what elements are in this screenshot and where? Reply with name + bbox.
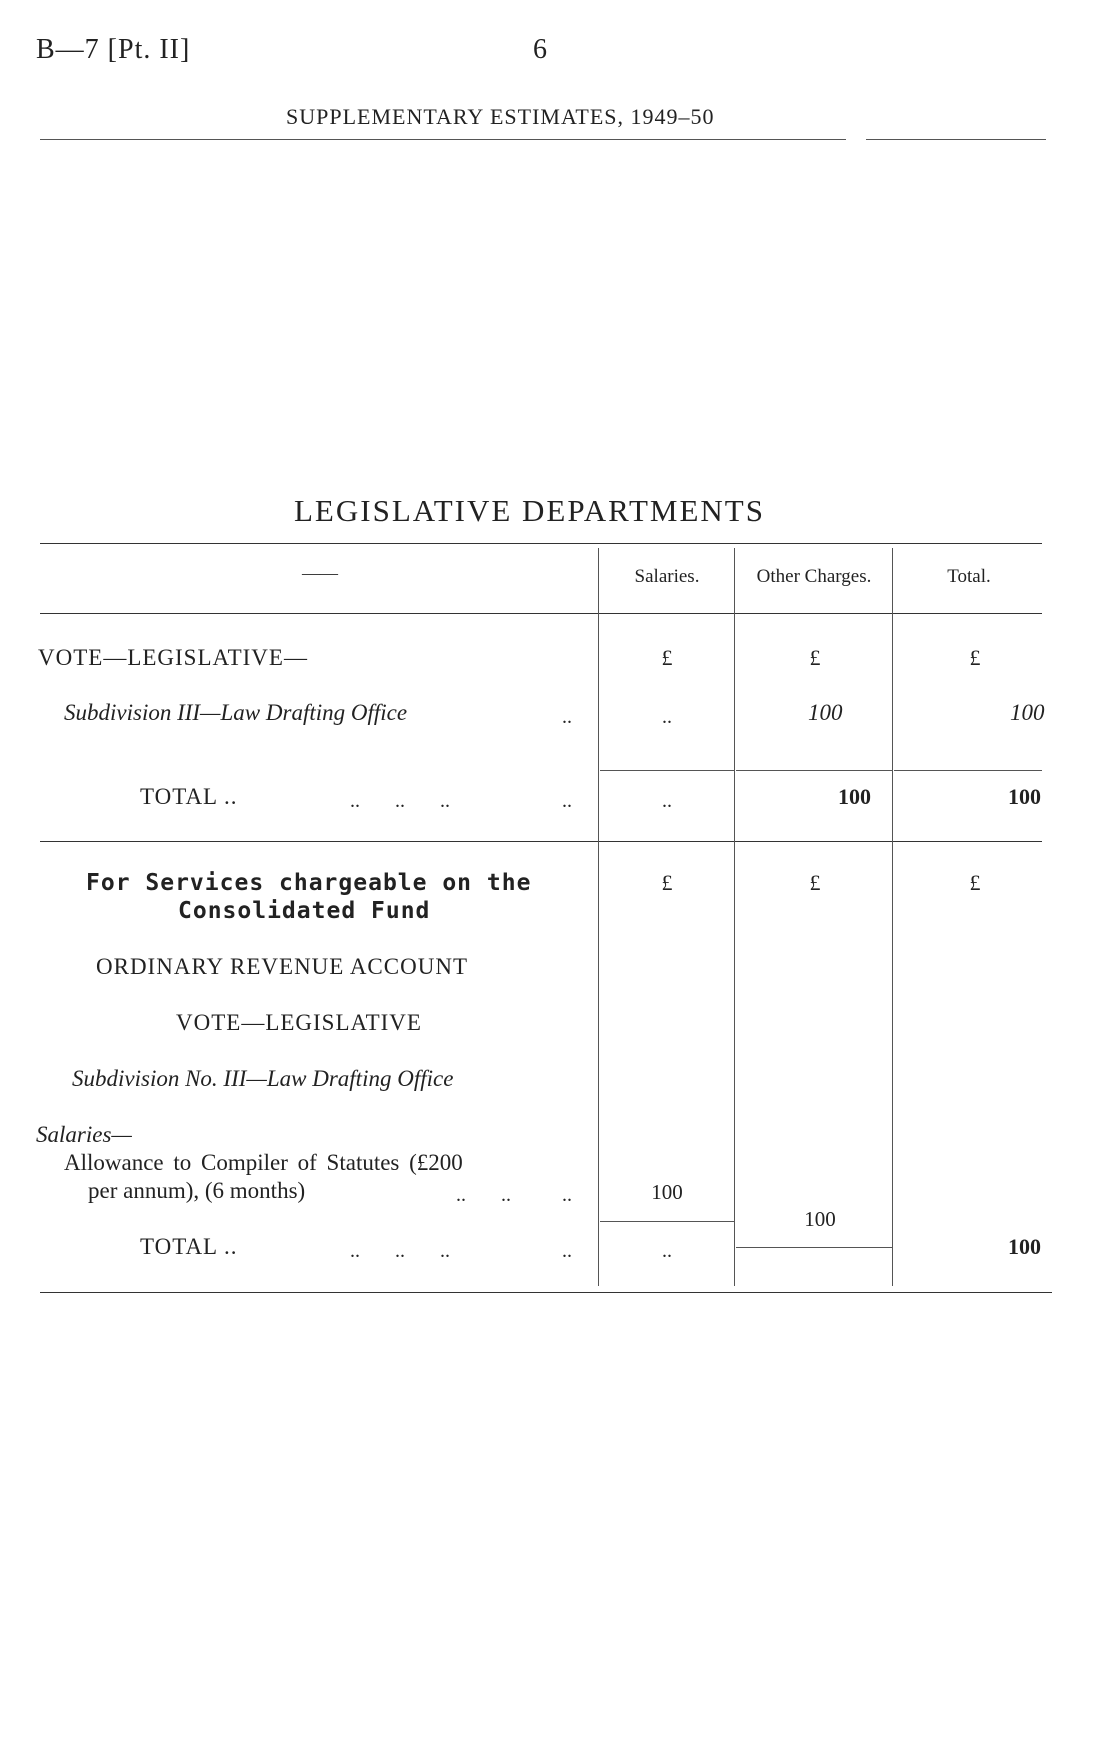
total-leader-end: ..	[562, 790, 572, 812]
subdivision-label-2: Subdivision No. III—Law Drafting Office	[72, 1066, 454, 1091]
pound-sign-total: £	[969, 645, 981, 670]
section-title: LEGISLATIVE DEPARTMENTS	[294, 493, 765, 528]
item-leader: .. ..	[456, 1184, 511, 1206]
total-leader-2: .. .. ..	[350, 1240, 450, 1262]
pound-sign-salaries-2: £	[661, 870, 673, 895]
page-number: 6	[533, 34, 547, 65]
total-salaries: ..	[662, 790, 672, 812]
column-header-other-charges: Other Charges.	[756, 566, 872, 587]
subtotal-rule-other-2	[736, 1247, 892, 1248]
column-rule-other	[734, 548, 735, 1286]
running-title: SUPPLEMENTARY ESTIMATES, 1949–50	[286, 104, 715, 129]
total-salaries-2: ..	[662, 1240, 672, 1262]
subtotal-rule-other	[736, 770, 892, 771]
account-heading: ORDINARY REVENUE ACCOUNT	[96, 954, 468, 979]
subdivision-salaries: ..	[662, 706, 672, 728]
total-label: TOTAL ..	[140, 784, 238, 809]
total-other-charges: 100	[838, 784, 871, 809]
item-description-line2: per annum), (6 months)	[88, 1178, 306, 1203]
total-leader: .. .. ..	[350, 790, 450, 812]
document-reference: B—7 [Pt. II]	[36, 34, 191, 65]
consolidated-fund-heading-line1: For Services chargeable on the	[86, 870, 532, 896]
column-header-salaries: Salaries.	[634, 566, 700, 587]
column-header-total: Total.	[947, 566, 991, 587]
column-rule-total	[892, 548, 893, 1286]
table-top-rule	[40, 543, 1042, 544]
item-salaries: 100	[651, 1180, 683, 1204]
pound-sign-salaries: £	[661, 645, 673, 670]
subdivision-total: 100	[1010, 700, 1045, 725]
item-description-line1: Allowance to Compiler of Statutes (£200	[64, 1150, 463, 1175]
consolidated-fund-heading-line2: Consolidated Fund	[178, 898, 431, 924]
header-rule	[40, 139, 846, 140]
column-header-description: ——	[302, 563, 338, 583]
pound-sign-other-2: £	[809, 870, 821, 895]
vote-heading-2: VOTE—LEGISLATIVE	[176, 1010, 422, 1035]
table-bottom-rule	[40, 1292, 1052, 1293]
salaries-heading: Salaries—	[36, 1122, 132, 1147]
header-rule-right	[866, 139, 1046, 140]
column-rule-salaries	[598, 548, 599, 1286]
subdivision-label: Subdivision III—Law Drafting Office	[64, 700, 408, 725]
total-leader-end-2: ..	[562, 1240, 572, 1262]
vote-heading: VOTE—LEGISLATIVE—	[38, 645, 308, 670]
pound-sign-total-2: £	[969, 870, 981, 895]
subtotal-other-charges: 100	[804, 1207, 836, 1231]
total-label-2: TOTAL ..	[140, 1234, 238, 1259]
item-rule-salaries	[600, 1221, 734, 1222]
subdivision-other-charges: 100	[808, 700, 843, 725]
subdivision-leader: ..	[562, 706, 572, 728]
subtotal-rule-salaries	[600, 770, 734, 771]
total-total-2: 100	[1008, 1234, 1041, 1259]
subtotal-rule-total	[894, 770, 1042, 771]
item-leader-end: ..	[562, 1184, 572, 1206]
total-total: 100	[1008, 784, 1041, 809]
pound-sign-other: £	[809, 645, 821, 670]
